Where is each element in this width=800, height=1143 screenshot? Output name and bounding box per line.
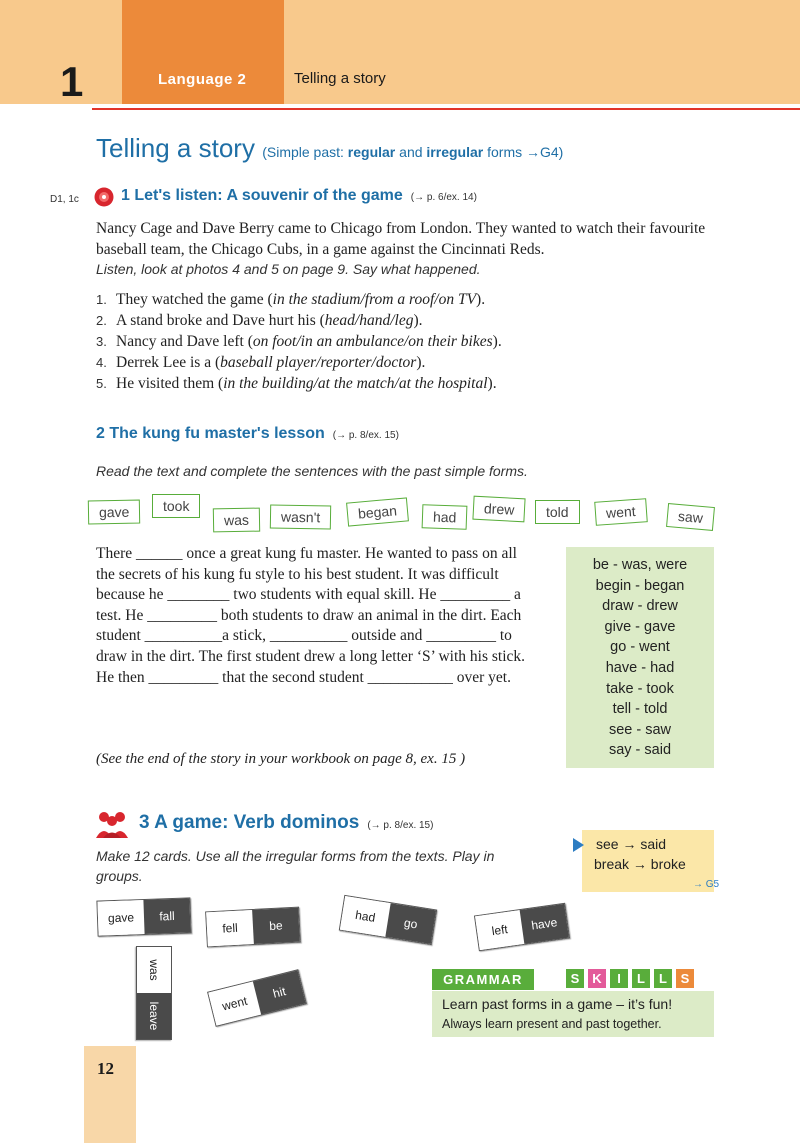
verb-pair: give - gave xyxy=(604,618,676,635)
word-card: went xyxy=(594,498,647,526)
header-language-tab xyxy=(122,0,284,104)
word-card: drew xyxy=(472,496,526,523)
grammar-skills-line-2: Always learn present and past together. xyxy=(442,1017,662,1031)
skills-letter: S xyxy=(676,969,694,988)
verb-forms-list xyxy=(566,555,714,761)
word-card: wasn't xyxy=(270,504,332,529)
domino-card xyxy=(96,897,191,936)
story-text: There ______ once a great kung fu master. He wanted to pass on all the secrets of his kung fu style to his best student. It was difficult because he ________ two students with equal skill. He _________ a test. He _________ both students to draw an animal in the dirt. Each student __________a stick, __________ outside and _________ to draw in the dirt. The first student drew a long letter ‘S’ with his stick. He then _________ that the second student ___________ over yet. xyxy=(96,545,526,686)
verb-pair: begin - began xyxy=(595,577,685,594)
pointer-triangle-icon xyxy=(573,838,584,852)
story-note: (See the end of the story in your workbook on page 8, ex. 15 ) xyxy=(96,751,466,767)
header-divider xyxy=(92,108,800,110)
verb-pair: be - was, were xyxy=(592,557,688,573)
skills-letter: K xyxy=(588,969,606,988)
list-item: 3. Nancy and Dave left (on foot/in an ambulance/on their bikes). xyxy=(96,333,502,350)
track-code: D1, 1c xyxy=(50,194,79,205)
word-card: saw xyxy=(666,503,715,531)
domino-card xyxy=(205,907,301,948)
cd-icon xyxy=(94,187,114,207)
domino-right: have xyxy=(520,904,569,944)
language-label: Language 2 xyxy=(158,71,247,88)
list-item: 4. Derrek Lee is a (baseball player/reporter/doctor). xyxy=(96,354,426,371)
verb-pair: draw - drew xyxy=(602,598,678,615)
grammar-label: GRAMMAR xyxy=(432,969,534,990)
verb-pair: take - took xyxy=(606,680,674,697)
domino-card xyxy=(207,969,307,1027)
domino-left: fell xyxy=(206,910,254,946)
section3-instruction: Make 12 cards. Use all the irregular forms from the texts. Play in groups. xyxy=(96,848,495,884)
group-work-icon xyxy=(94,808,130,838)
verb-pair: have - had xyxy=(605,659,675,676)
domino-left: had xyxy=(340,896,391,937)
verb-pair: go - went xyxy=(610,639,670,656)
example-line-1: see → said xyxy=(596,836,667,852)
section1-text: Nancy Cage and Dave Berry came to Chicago from London. They wanted to watch their favourite baseball team, the Chicago Cubs, in a game against the Cincinnati Reds. xyxy=(96,220,706,258)
title-main: Telling a story xyxy=(96,133,255,163)
section2-heading: 2 The kung fu master's lesson (→ p. 8/ex. 15) xyxy=(96,425,399,442)
word-card: took xyxy=(152,494,200,518)
domino-card xyxy=(136,946,172,1040)
section1-list xyxy=(96,289,502,394)
domino-left: went xyxy=(208,982,261,1026)
section2-instruction: Read the text and complete the sentences with the past simple forms. xyxy=(96,463,528,479)
domino-right: go xyxy=(385,903,436,944)
domino-left: left xyxy=(475,910,524,950)
skills-letter: S xyxy=(566,969,584,988)
domino-left: gave xyxy=(97,900,144,936)
grammar-skills-line-1: Learn past forms in a game – it’s fun! xyxy=(442,996,673,1012)
domino-right: leave xyxy=(137,993,171,1039)
skills-letter: L xyxy=(654,969,672,988)
grammar-ref: → G5 xyxy=(693,879,720,890)
word-card: began xyxy=(346,497,409,526)
page-title xyxy=(96,133,563,164)
section3-heading: 3 A game: Verb dominos (→ p. 8/ex. 15) xyxy=(139,812,434,833)
verb-pair: tell - told xyxy=(612,701,668,718)
page-number: 12 xyxy=(97,1059,114,1078)
unit-number: 1 xyxy=(60,58,84,105)
list-item: 2. A stand broke and Dave hurt his (head/hand/leg). xyxy=(96,312,423,329)
title-subtitle: (Simple past: regular and irregular forms →G4) xyxy=(262,144,564,160)
domino-right: hit xyxy=(253,970,306,1014)
word-card: gave xyxy=(88,500,141,525)
skills-letter: L xyxy=(632,969,650,988)
domino-right: fall xyxy=(143,898,190,934)
domino-right: be xyxy=(252,908,300,944)
domino-card xyxy=(474,903,570,951)
word-card: told xyxy=(535,500,580,524)
topic-label: Telling a story xyxy=(294,70,386,87)
verb-pair: see - saw xyxy=(608,721,672,738)
word-card: had xyxy=(422,504,468,530)
domino-left: was xyxy=(137,947,171,993)
domino-card xyxy=(339,895,437,945)
section1-heading: 1 Let's listen: A souvenir of the game (→ p. 6/ex. 14) xyxy=(121,187,477,204)
word-card: was xyxy=(213,508,260,533)
example-line-2: break → broke xyxy=(594,856,686,872)
section1-instruction: Listen, look at photos 4 and 5 on page 9. Say what happened. xyxy=(96,261,481,277)
header-band xyxy=(0,0,800,104)
list-item: 5. He visited them (in the building/at the match/at the hospital). xyxy=(96,375,497,392)
skills-letter: I xyxy=(610,969,628,988)
verb-pair: say - said xyxy=(608,742,672,759)
list-item: 1. They watched the game (in the stadium/from a roof/on TV). xyxy=(96,291,486,308)
